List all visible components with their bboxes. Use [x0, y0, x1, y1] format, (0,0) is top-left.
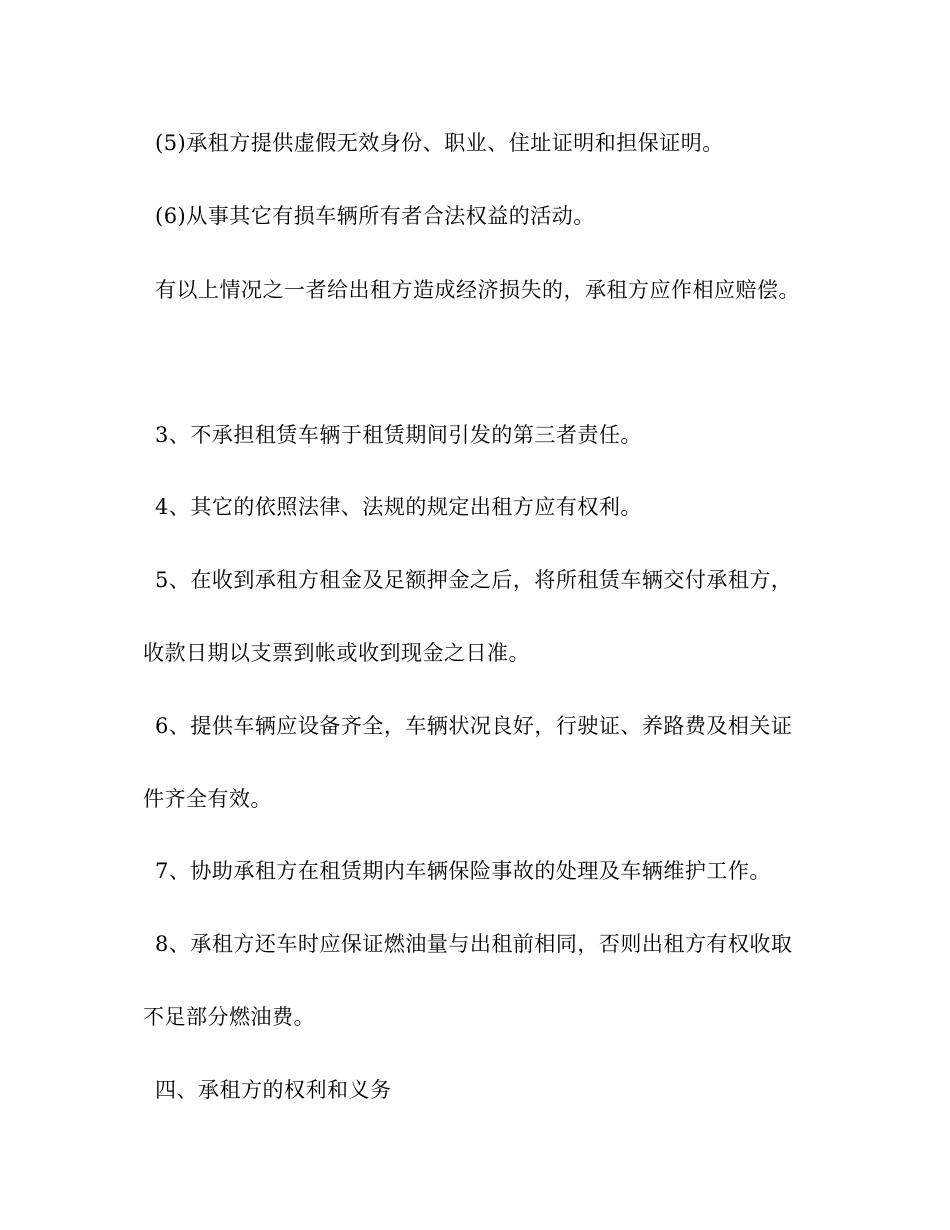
lessor-item-6-continued: 件齐全有效。 — [143, 787, 272, 811]
lessor-item-4: 4、其它的依照法律、法规的规定出租方应有权利。 — [155, 495, 642, 519]
lessor-item-7: 7、协助承租方在租赁期内车辆保险事故的处理及车辆维护工作。 — [155, 859, 771, 883]
clause-5-false-documents: (5)承租方提供虚假无效身份、职业、住址证明和担保证明。 — [155, 131, 724, 155]
lessor-item-5: 5、在收到承租方租金及足额押金之后，将所租赁车辆交付承租方， — [155, 568, 793, 592]
lessor-item-3: 3、不承担租赁车辆于租赁期间引发的第三者责任。 — [155, 423, 642, 447]
lessor-item-8-continued: 不足部分燃油费。 — [143, 1005, 315, 1029]
lessor-item-8: 8、承租方还车时应保证燃油量与出租前相同，否则出租方有权收取 — [155, 932, 793, 956]
lessor-item-6: 6、提供车辆应设备齐全，车辆状况良好，行驶证、养路费及相关证 — [155, 714, 793, 738]
lessor-item-5-continued: 收款日期以支票到帐或收到现金之日准。 — [143, 641, 530, 665]
clause-6-infringing-activity: (6)从事其它有损车辆所有者合法权益的活动。 — [155, 204, 595, 228]
section-heading-lessee-rights: 四、承租方的权利和义务 — [155, 1078, 392, 1102]
compensation-clause: 有以上情况之一者给出租方造成经济损失的，承租方应作相应赔偿。 — [155, 278, 800, 302]
